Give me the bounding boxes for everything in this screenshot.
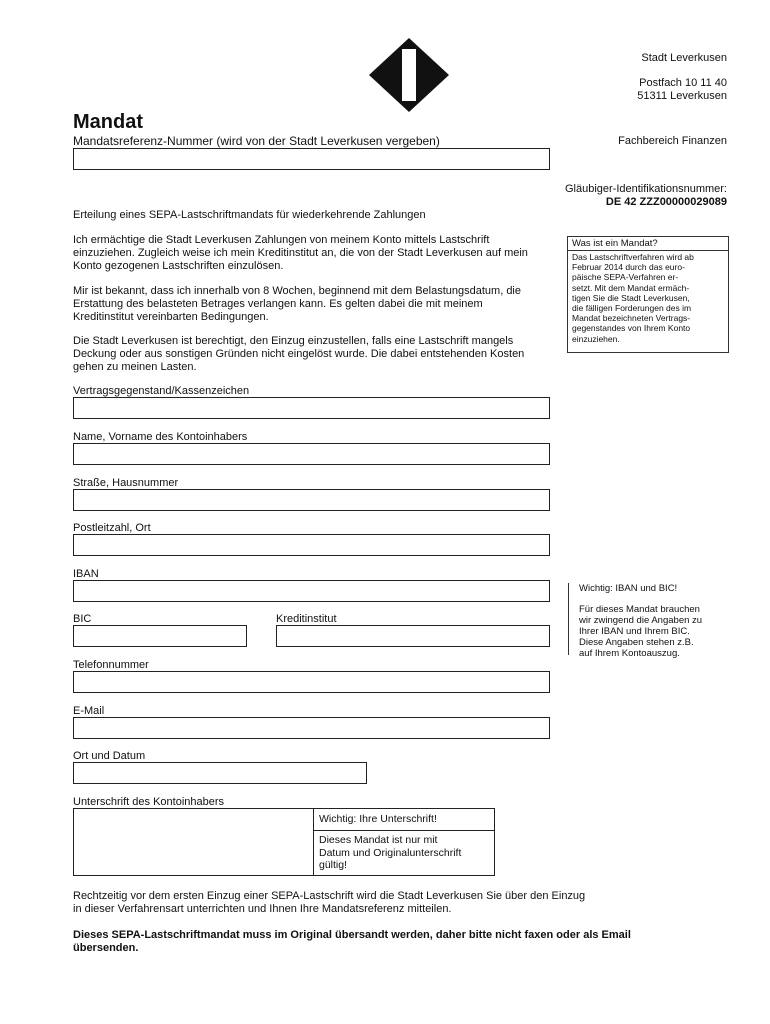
postal-city: 51311 Leverkusen	[637, 90, 727, 102]
iban-label: IBAN	[73, 568, 99, 580]
footer-info: Rechtzeitig vor dem ersten Einzug einer SEPA-Lastschrift wird die Stadt Leverkusen Sie über den Einzug in dieser Verfahrensart unterrichten und Ihnen Ihre Mandatsreferenz mitteilen.	[73, 890, 586, 915]
iban-note-body: Für dieses Mandat brauchen wir zwingend die Angaben zu Ihrer IBAN und Ihrem BIC. Diese Angaben stehen z.B. auf Ihrem Kontoauszug.	[579, 604, 703, 659]
bic-input[interactable]	[74, 626, 246, 646]
signature-label: Unterschrift des Kontoinhabers	[73, 796, 225, 808]
street-label: Straße, Hausnummer	[73, 477, 179, 489]
bank-label: Kreditinstitut	[276, 613, 337, 625]
zip-city-label: Postleitzahl, Ort	[73, 522, 151, 534]
mandate-info-body: Das Lastschriftverfahren wird ab Februar 2014 durch das euro- päische SEPA-Verfahren er- setzt. Mit dem Mandat ermäch- tigen Sie die Stadt Leverkusen, die fälligen Forderungen des im Mandat bezeichneten Vertrags- gegenstandes von Ihrem Konto einzuziehen.	[572, 252, 694, 344]
bank-input[interactable]	[277, 626, 549, 646]
bic-field[interactable]	[73, 625, 247, 647]
bank-field[interactable]	[276, 625, 550, 647]
zip-city-input[interactable]	[74, 535, 549, 555]
zip-city-field[interactable]	[73, 534, 550, 556]
name-field[interactable]	[73, 443, 550, 465]
postbox: Postfach 10 11 40	[639, 77, 727, 89]
intro-text: Erteilung eines SEPA-Lastschriftmandats für wiederkehrende Zahlungen	[73, 209, 426, 221]
creditor-id: DE 42 ZZZ00000029089	[605, 196, 727, 208]
footer-warning: Dieses SEPA-Lastschriftmandat muss im Original übersandt werden, daher bitte nicht faxen oder als Email übersenden.	[73, 929, 631, 954]
bic-label: BIC	[73, 613, 92, 625]
diamond-logo	[368, 37, 450, 113]
contract-input[interactable]	[74, 398, 549, 418]
place-date-label: Ort und Datum	[73, 750, 146, 762]
mandate-info-title: Was ist ein Mandat?	[568, 237, 728, 251]
phone-label: Telefonnummer	[73, 659, 149, 671]
authorization-paragraph: Ich ermächtige die Stadt Leverkusen Zahlungen von meinem Konto mittels Lastschrift einzuziehen. Zugleich weise ich mein Kreditinstitut an, die von der Stadt Leverkusen auf mein Konto gezogenen Lastschriften einzulösen.	[73, 234, 528, 272]
reference-number-field[interactable]	[73, 148, 550, 170]
mandate-info-box	[567, 236, 729, 353]
name-input[interactable]	[74, 444, 549, 464]
refund-paragraph: Mir ist bekannt, dass ich innerhalb von 8 Wochen, beginnend mit dem Belastungsdatum, die Erstattung des belasteten Betrages verlangen kann. Es gelten dabei die mit meinem Kreditinstitut vereinbarten Bedingungen.	[73, 285, 521, 323]
email-input[interactable]	[74, 718, 549, 738]
page-title: Mandat	[73, 111, 143, 133]
signature-note-title: Wichtig: Ihre Unterschrift!	[314, 809, 494, 831]
iban-note-rule	[568, 583, 569, 655]
issuer-name: Stadt Leverkusen	[641, 52, 727, 64]
reference-number-input[interactable]	[74, 149, 549, 169]
creditor-id-label: Gläubiger-Identifikationsnummer:	[564, 183, 727, 195]
name-label: Name, Vorname des Kontoinhabers	[73, 431, 248, 443]
signature-note-box	[313, 808, 495, 876]
iban-input[interactable]	[74, 581, 549, 601]
department: Fachbereich Finanzen	[618, 135, 727, 147]
signature-note-body: Dieses Mandat ist nur mit Datum und Originalunterschrift gültig!	[319, 834, 462, 871]
contract-field[interactable]	[73, 397, 550, 419]
iban-field[interactable]	[73, 580, 550, 602]
email-label: E-Mail	[73, 705, 105, 717]
phone-input[interactable]	[74, 672, 549, 692]
street-input[interactable]	[74, 490, 549, 510]
reference-label: Mandatsreferenz-Nummer (wird von der Stadt Leverkusen vergeben)	[73, 134, 440, 148]
email-field[interactable]	[73, 717, 550, 739]
phone-field[interactable]	[73, 671, 550, 693]
iban-note-title: Wichtig: IBAN und BIC!	[579, 583, 678, 594]
street-field[interactable]	[73, 489, 550, 511]
place-date-input[interactable]	[74, 763, 366, 783]
signature-field[interactable]	[73, 808, 314, 876]
cancellation-paragraph: Die Stadt Leverkusen ist berechtigt, den Einzug einzustellen, falls eine Lastschrift mangels Deckung oder aus sonstigen Gründen nicht eingelöst wurde. Die dabei entstehenden Kosten gehen zu meinen Lasten.	[73, 335, 525, 373]
contract-label: Vertragsgegenstand/Kassenzeichen	[73, 385, 250, 397]
place-date-field[interactable]	[73, 762, 367, 784]
